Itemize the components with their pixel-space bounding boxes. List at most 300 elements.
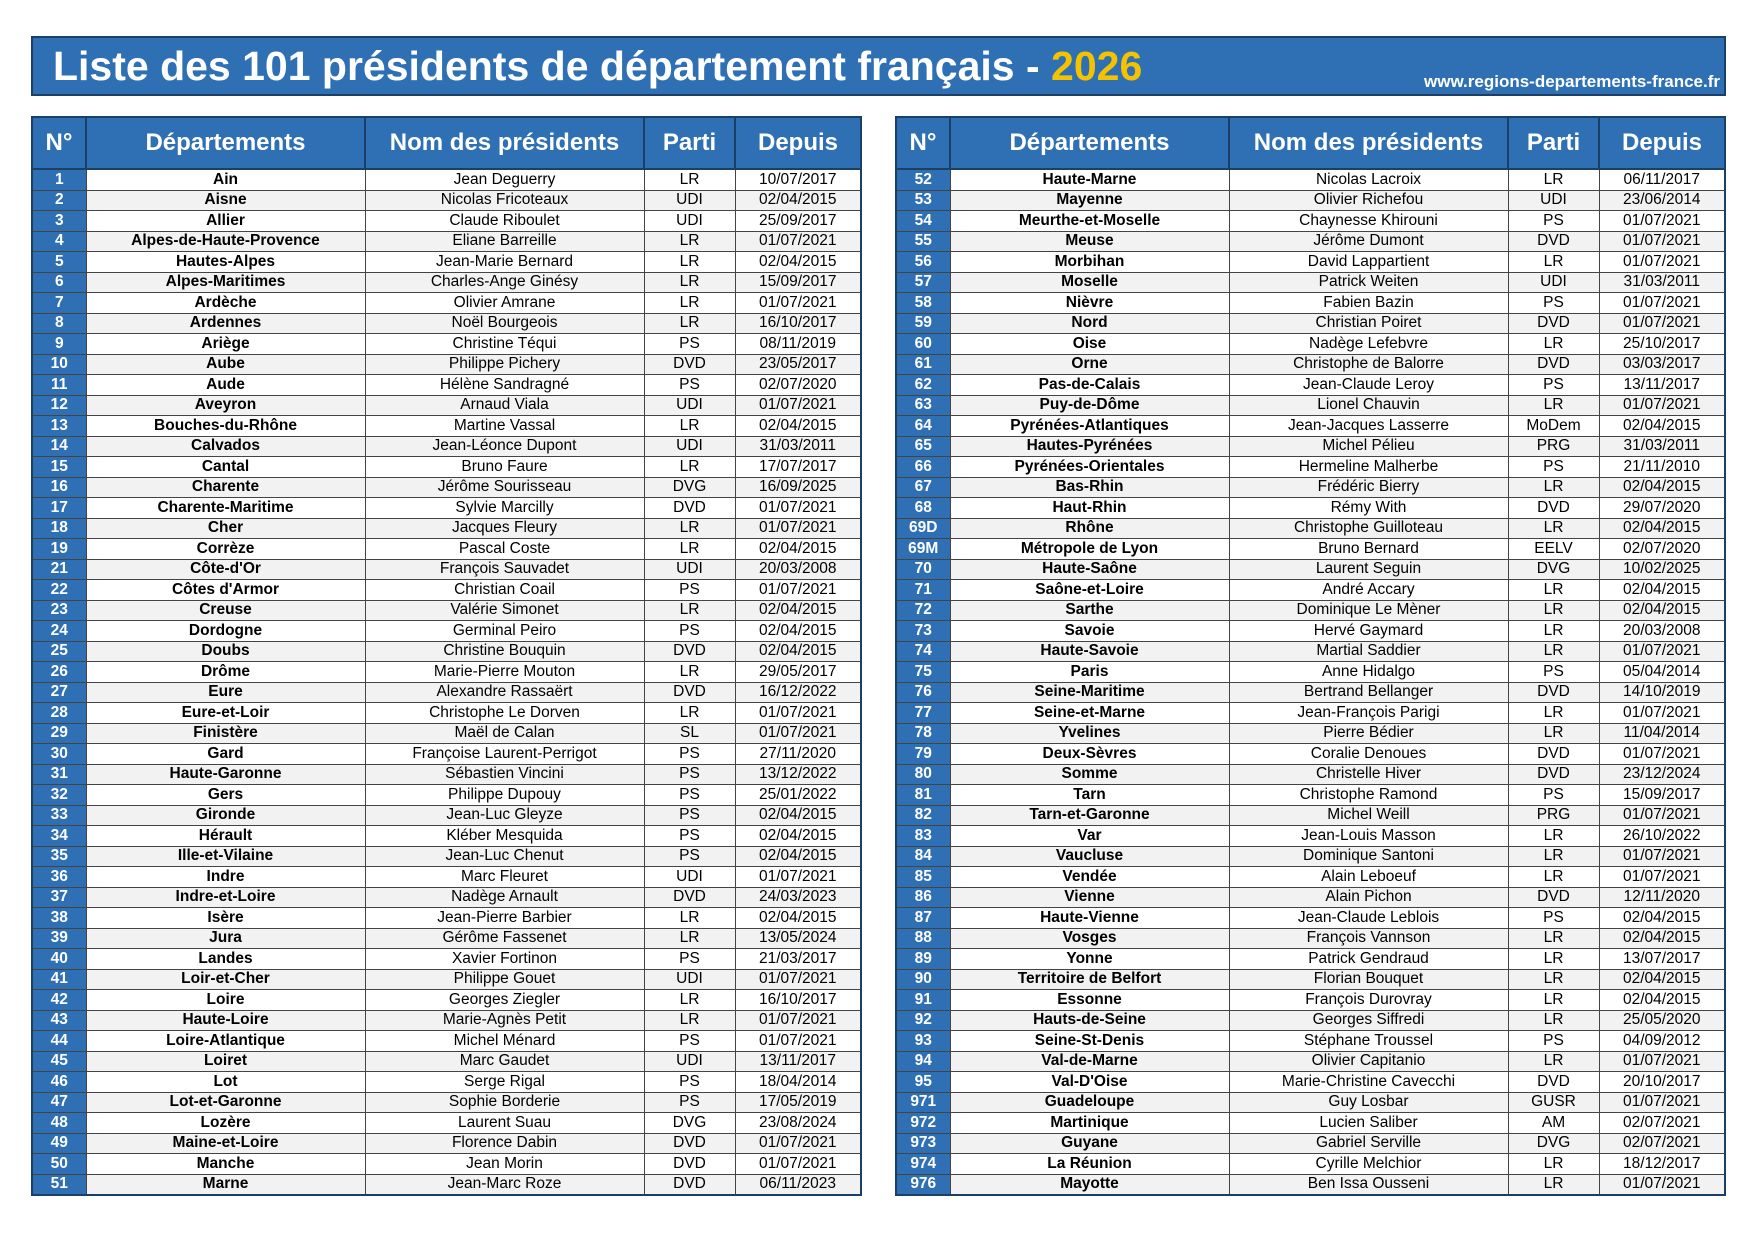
table-row: [32, 723, 861, 744]
cell-since: 21/03/2017: [735, 949, 861, 970]
cell-since: 01/07/2021: [1599, 1174, 1725, 1195]
cell-num: 12: [32, 395, 86, 416]
title-year: 2026: [1051, 43, 1143, 89]
cell-party: PS: [644, 1031, 735, 1052]
cell-since: 02/04/2015: [1599, 477, 1725, 498]
cell-num: 71: [896, 580, 950, 601]
table-row: [896, 867, 1725, 888]
header-party: Parti: [644, 117, 735, 169]
presidents-table-right: [895, 116, 1726, 1196]
cell-department: Loire-Atlantique: [86, 1031, 365, 1052]
table-row: [896, 600, 1725, 621]
cell-since: 20/10/2017: [1599, 1072, 1725, 1093]
cell-since: 25/09/2017: [735, 211, 861, 232]
cell-department: Saône-et-Loire: [950, 580, 1229, 601]
cell-president: Georges Siffredi: [1229, 1010, 1508, 1031]
cell-president: Laurent Seguin: [1229, 559, 1508, 580]
cell-president: Valérie Simonet: [365, 600, 644, 621]
cell-party: LR: [1508, 990, 1599, 1011]
table-row: [32, 969, 861, 990]
cell-president: Marie-Pierre Mouton: [365, 662, 644, 683]
cell-party: PS: [644, 621, 735, 642]
table-row: [896, 969, 1725, 990]
cell-party: PS: [644, 375, 735, 396]
cell-party: LR: [1508, 826, 1599, 847]
cell-president: François Sauvadet: [365, 559, 644, 580]
cell-department: Oise: [950, 334, 1229, 355]
cell-president: Christophe Le Dorven: [365, 703, 644, 724]
table-row: [32, 826, 861, 847]
table-row: [896, 354, 1725, 375]
cell-since: 01/07/2021: [735, 580, 861, 601]
cell-department: Sarthe: [950, 600, 1229, 621]
cell-since: 02/04/2015: [735, 908, 861, 929]
cell-since: 31/03/2011: [1599, 272, 1725, 293]
table-row: [896, 1051, 1725, 1072]
cell-since: 02/04/2015: [735, 846, 861, 867]
table-row: [32, 252, 861, 273]
table-row: [32, 928, 861, 949]
cell-department: Isère: [86, 908, 365, 929]
cell-since: 02/04/2015: [735, 805, 861, 826]
cell-num: 23: [32, 600, 86, 621]
cell-num: 81: [896, 785, 950, 806]
cell-since: 25/01/2022: [735, 785, 861, 806]
cell-since: 02/04/2015: [1599, 580, 1725, 601]
cell-department: Deux-Sèvres: [950, 744, 1229, 765]
table-row: [896, 826, 1725, 847]
cell-department: Hauts-de-Seine: [950, 1010, 1229, 1031]
cell-department: Seine-et-Marne: [950, 703, 1229, 724]
cell-president: Chaynesse Khirouni: [1229, 211, 1508, 232]
cell-party: LR: [644, 1010, 735, 1031]
cell-department: Alpes-de-Haute-Provence: [86, 231, 365, 252]
cell-party: LR: [1508, 949, 1599, 970]
cell-president: Martine Vassal: [365, 416, 644, 437]
cell-department: Landes: [86, 949, 365, 970]
table-row: [896, 1010, 1725, 1031]
cell-num: 41: [32, 969, 86, 990]
cell-party: PS: [644, 949, 735, 970]
cell-since: 02/04/2015: [735, 539, 861, 560]
cell-department: Tarn: [950, 785, 1229, 806]
cell-since: 04/09/2012: [1599, 1031, 1725, 1052]
cell-president: Jean-Luc Chenut: [365, 846, 644, 867]
cell-president: Sylvie Marcilly: [365, 498, 644, 519]
cell-since: 01/07/2021: [1599, 1092, 1725, 1113]
cell-department: Drôme: [86, 662, 365, 683]
cell-department: Gironde: [86, 805, 365, 826]
table-row: [896, 1092, 1725, 1113]
cell-party: UDI: [644, 436, 735, 457]
cell-num: 89: [896, 949, 950, 970]
cell-department: Creuse: [86, 600, 365, 621]
cell-president: Bertrand Bellanger: [1229, 682, 1508, 703]
cell-num: 80: [896, 764, 950, 785]
cell-num: 4: [32, 231, 86, 252]
cell-president: Pierre Bédier: [1229, 723, 1508, 744]
cell-department: Rhône: [950, 518, 1229, 539]
cell-since: 13/11/2017: [735, 1051, 861, 1072]
cell-since: 15/09/2017: [735, 272, 861, 293]
cell-president: Marie-Christine Cavecchi: [1229, 1072, 1508, 1093]
title-text: Liste des 101 présidents de département français -: [53, 43, 1052, 89]
cell-president: Dominique Le Mèner: [1229, 600, 1508, 621]
cell-num: 971: [896, 1092, 950, 1113]
cell-president: Jean-Léonce Dupont: [365, 436, 644, 457]
cell-department: Seine-St-Denis: [950, 1031, 1229, 1052]
cell-num: 42: [32, 990, 86, 1011]
cell-department: Aveyron: [86, 395, 365, 416]
cell-since: 10/02/2025: [1599, 559, 1725, 580]
cell-president: Olivier Richefou: [1229, 190, 1508, 211]
table-row: [32, 1092, 861, 1113]
cell-since: 01/07/2021: [1599, 846, 1725, 867]
cell-num: 67: [896, 477, 950, 498]
cell-num: 33: [32, 805, 86, 826]
table-row: [896, 990, 1725, 1011]
table-row: [32, 580, 861, 601]
cell-president: Marc Gaudet: [365, 1051, 644, 1072]
cell-president: Sébastien Vincini: [365, 764, 644, 785]
cell-department: Ardennes: [86, 313, 365, 334]
header-president: Nom des présidents: [365, 117, 644, 169]
table-row: [896, 1174, 1725, 1195]
cell-num: 28: [32, 703, 86, 724]
cell-president: Alain Pichon: [1229, 887, 1508, 908]
cell-party: LR: [1508, 969, 1599, 990]
cell-since: 23/08/2024: [735, 1113, 861, 1134]
cell-party: UDI: [1508, 272, 1599, 293]
cell-since: 20/03/2008: [735, 559, 861, 580]
cell-president: Philippe Dupouy: [365, 785, 644, 806]
cell-since: 21/11/2010: [1599, 457, 1725, 478]
cell-department: Ain: [86, 169, 365, 190]
table-body-right: [896, 169, 1725, 1195]
cell-department: Vaucluse: [950, 846, 1229, 867]
cell-since: 02/04/2015: [1599, 969, 1725, 990]
cell-num: 16: [32, 477, 86, 498]
table-row: [32, 1154, 861, 1175]
table-row: [896, 498, 1725, 519]
table-row: [896, 908, 1725, 929]
cell-president: Frédéric Bierry: [1229, 477, 1508, 498]
cell-since: 16/10/2017: [735, 990, 861, 1011]
cell-num: 9: [32, 334, 86, 355]
cell-department: Indre: [86, 867, 365, 888]
cell-since: 12/11/2020: [1599, 887, 1725, 908]
cell-since: 02/04/2015: [735, 190, 861, 211]
cell-party: PS: [1508, 293, 1599, 314]
cell-president: Jean-Louis Masson: [1229, 826, 1508, 847]
cell-num: 34: [32, 826, 86, 847]
cell-party: LR: [1508, 1154, 1599, 1175]
cell-num: 61: [896, 354, 950, 375]
cell-since: 02/04/2015: [735, 416, 861, 437]
table-row: [896, 846, 1725, 867]
cell-num: 36: [32, 867, 86, 888]
cell-since: 31/03/2011: [1599, 436, 1725, 457]
table-row: [896, 805, 1725, 826]
cell-president: Bruno Bernard: [1229, 539, 1508, 560]
cell-party: LR: [644, 293, 735, 314]
cell-department: Finistère: [86, 723, 365, 744]
cell-department: Tarn-et-Garonne: [950, 805, 1229, 826]
cell-president: Martial Saddier: [1229, 641, 1508, 662]
header-president: Nom des présidents: [1229, 117, 1508, 169]
cell-party: UDI: [644, 190, 735, 211]
cell-department: Calvados: [86, 436, 365, 457]
cell-num: 69M: [896, 539, 950, 560]
cell-president: Coralie Denoues: [1229, 744, 1508, 765]
cell-party: DVD: [1508, 231, 1599, 252]
cell-party: PS: [644, 764, 735, 785]
table-row: [896, 293, 1725, 314]
cell-president: Michel Weill: [1229, 805, 1508, 826]
cell-num: 22: [32, 580, 86, 601]
cell-party: DVD: [1508, 498, 1599, 519]
cell-num: 976: [896, 1174, 950, 1195]
cell-num: 88: [896, 928, 950, 949]
cell-president: Germinal Peiro: [365, 621, 644, 642]
cell-party: PS: [644, 744, 735, 765]
cell-since: 25/05/2020: [1599, 1010, 1725, 1031]
cell-president: Nadège Arnault: [365, 887, 644, 908]
cell-num: 47: [32, 1092, 86, 1113]
cell-president: Philippe Gouet: [365, 969, 644, 990]
table-row: [896, 169, 1725, 190]
cell-president: Christian Coail: [365, 580, 644, 601]
table-row: [32, 1113, 861, 1134]
cell-since: 02/04/2015: [735, 621, 861, 642]
cell-num: 78: [896, 723, 950, 744]
cell-department: Meuse: [950, 231, 1229, 252]
cell-party: DVD: [1508, 1072, 1599, 1093]
cell-num: 25: [32, 641, 86, 662]
table-row: [896, 559, 1725, 580]
cell-department: Vendée: [950, 867, 1229, 888]
cell-since: 01/07/2021: [735, 231, 861, 252]
cell-party: LR: [644, 518, 735, 539]
cell-num: 95: [896, 1072, 950, 1093]
cell-since: 15/09/2017: [1599, 785, 1725, 806]
table-row: [896, 1113, 1725, 1134]
cell-president: Alain Leboeuf: [1229, 867, 1508, 888]
cell-president: Patrick Weiten: [1229, 272, 1508, 293]
cell-department: Mayenne: [950, 190, 1229, 211]
table-row: [32, 846, 861, 867]
cell-num: 68: [896, 498, 950, 519]
cell-party: LR: [644, 928, 735, 949]
cell-party: PS: [644, 785, 735, 806]
table-row: [32, 764, 861, 785]
cell-party: PS: [1508, 457, 1599, 478]
cell-num: 79: [896, 744, 950, 765]
cell-department: Val-de-Marne: [950, 1051, 1229, 1072]
cell-num: 37: [32, 887, 86, 908]
table-row: [32, 662, 861, 683]
cell-num: 2: [32, 190, 86, 211]
cell-since: 02/04/2015: [735, 826, 861, 847]
cell-president: Lionel Chauvin: [1229, 395, 1508, 416]
cell-num: 24: [32, 621, 86, 642]
cell-party: UDI: [644, 559, 735, 580]
cell-num: 49: [32, 1133, 86, 1154]
cell-party: LR: [1508, 1010, 1599, 1031]
cell-num: 26: [32, 662, 86, 683]
header-party: Parti: [1508, 117, 1599, 169]
table-row: [896, 518, 1725, 539]
cell-president: Fabien Bazin: [1229, 293, 1508, 314]
table-row: [32, 621, 861, 642]
cell-party: DVD: [644, 498, 735, 519]
cell-num: 69D: [896, 518, 950, 539]
cell-party: DVD: [644, 1154, 735, 1175]
cell-department: Dordogne: [86, 621, 365, 642]
cell-department: Territoire de Belfort: [950, 969, 1229, 990]
cell-president: Françoise Laurent-Perrigot: [365, 744, 644, 765]
cell-president: Christelle Hiver: [1229, 764, 1508, 785]
cell-num: 11: [32, 375, 86, 396]
cell-num: 64: [896, 416, 950, 437]
cell-department: Eure: [86, 682, 365, 703]
cell-party: LR: [1508, 169, 1599, 190]
cell-department: Haute-Vienne: [950, 908, 1229, 929]
cell-num: 29: [32, 723, 86, 744]
cell-president: Jean Deguerry: [365, 169, 644, 190]
cell-president: François Vannson: [1229, 928, 1508, 949]
cell-party: PS: [1508, 908, 1599, 929]
cell-party: LR: [1508, 580, 1599, 601]
cell-party: PS: [644, 1092, 735, 1113]
cell-department: Doubs: [86, 641, 365, 662]
cell-num: 91: [896, 990, 950, 1011]
cell-department: Charente-Maritime: [86, 498, 365, 519]
cell-department: Paris: [950, 662, 1229, 683]
cell-department: Lozère: [86, 1113, 365, 1134]
cell-num: 39: [32, 928, 86, 949]
cell-since: 01/07/2021: [1599, 211, 1725, 232]
table-row: [896, 1154, 1725, 1175]
cell-party: PS: [644, 334, 735, 355]
cell-party: LR: [644, 457, 735, 478]
table-row: [896, 785, 1725, 806]
cell-party: LR: [644, 231, 735, 252]
cell-department: Morbihan: [950, 252, 1229, 273]
cell-department: Alpes-Maritimes: [86, 272, 365, 293]
cell-since: 01/07/2021: [735, 293, 861, 314]
cell-party: LR: [1508, 477, 1599, 498]
cell-num: 76: [896, 682, 950, 703]
cell-since: 02/04/2015: [735, 600, 861, 621]
cell-num: 40: [32, 949, 86, 970]
cell-num: 92: [896, 1010, 950, 1031]
page-title: [53, 43, 1142, 89]
cell-party: DVD: [644, 641, 735, 662]
cell-president: Nicolas Fricoteaux: [365, 190, 644, 211]
cell-party: LR: [644, 600, 735, 621]
cell-num: 52: [896, 169, 950, 190]
cell-since: 03/03/2017: [1599, 354, 1725, 375]
cell-since: 29/05/2017: [735, 662, 861, 683]
table-row: [32, 231, 861, 252]
table-row: [32, 375, 861, 396]
cell-president: Jean-Jacques Lasserre: [1229, 416, 1508, 437]
title-banner: [31, 36, 1726, 96]
cell-president: Dominique Santoni: [1229, 846, 1508, 867]
cell-department: Cher: [86, 518, 365, 539]
cell-department: Hautes-Pyrénées: [950, 436, 1229, 457]
cell-since: 10/07/2017: [735, 169, 861, 190]
table-row: [32, 1051, 861, 1072]
cell-num: 14: [32, 436, 86, 457]
cell-department: Ariège: [86, 334, 365, 355]
cell-since: 29/07/2020: [1599, 498, 1725, 519]
table-row: [896, 641, 1725, 662]
cell-party: AM: [1508, 1113, 1599, 1134]
cell-president: Nicolas Lacroix: [1229, 169, 1508, 190]
cell-department: Var: [950, 826, 1229, 847]
cell-since: 01/07/2021: [1599, 805, 1725, 826]
cell-since: 01/07/2021: [1599, 313, 1725, 334]
table-row: [32, 785, 861, 806]
cell-president: Olivier Capitanio: [1229, 1051, 1508, 1072]
cell-party: DVD: [1508, 887, 1599, 908]
cell-num: 65: [896, 436, 950, 457]
cell-department: Hérault: [86, 826, 365, 847]
cell-num: 59: [896, 313, 950, 334]
cell-num: 86: [896, 887, 950, 908]
cell-since: 02/07/2021: [1599, 1133, 1725, 1154]
cell-president: Jean-Claude Leblois: [1229, 908, 1508, 929]
cell-president: Claude Riboulet: [365, 211, 644, 232]
cell-party: PS: [644, 805, 735, 826]
table-row: [896, 252, 1725, 273]
table-row: [32, 354, 861, 375]
cell-num: 73: [896, 621, 950, 642]
cell-party: LR: [644, 703, 735, 724]
cell-department: Hautes-Alpes: [86, 252, 365, 273]
cell-num: 58: [896, 293, 950, 314]
cell-num: 21: [32, 559, 86, 580]
cell-president: Jean-Marc Roze: [365, 1174, 644, 1195]
cell-president: Philippe Pichery: [365, 354, 644, 375]
cell-party: PRG: [1508, 436, 1599, 457]
cell-president: Michel Ménard: [365, 1031, 644, 1052]
cell-president: François Durovray: [1229, 990, 1508, 1011]
cell-since: 24/03/2023: [735, 887, 861, 908]
cell-party: LR: [1508, 723, 1599, 744]
cell-party: LR: [644, 908, 735, 929]
cell-num: 27: [32, 682, 86, 703]
cell-since: 01/07/2021: [735, 703, 861, 724]
cell-num: 5: [32, 252, 86, 273]
cell-since: 01/07/2021: [1599, 252, 1725, 273]
table-row: [896, 436, 1725, 457]
table-row: [896, 928, 1725, 949]
table-row: [32, 1072, 861, 1093]
table-row: [32, 416, 861, 437]
cell-president: Kléber Mesquida: [365, 826, 644, 847]
cell-num: 45: [32, 1051, 86, 1072]
cell-president: Arnaud Viala: [365, 395, 644, 416]
cell-department: Loiret: [86, 1051, 365, 1072]
table-row: [896, 272, 1725, 293]
cell-since: 18/12/2017: [1599, 1154, 1725, 1175]
cell-party: LR: [1508, 1174, 1599, 1195]
cell-num: 7: [32, 293, 86, 314]
table-row: [896, 662, 1725, 683]
